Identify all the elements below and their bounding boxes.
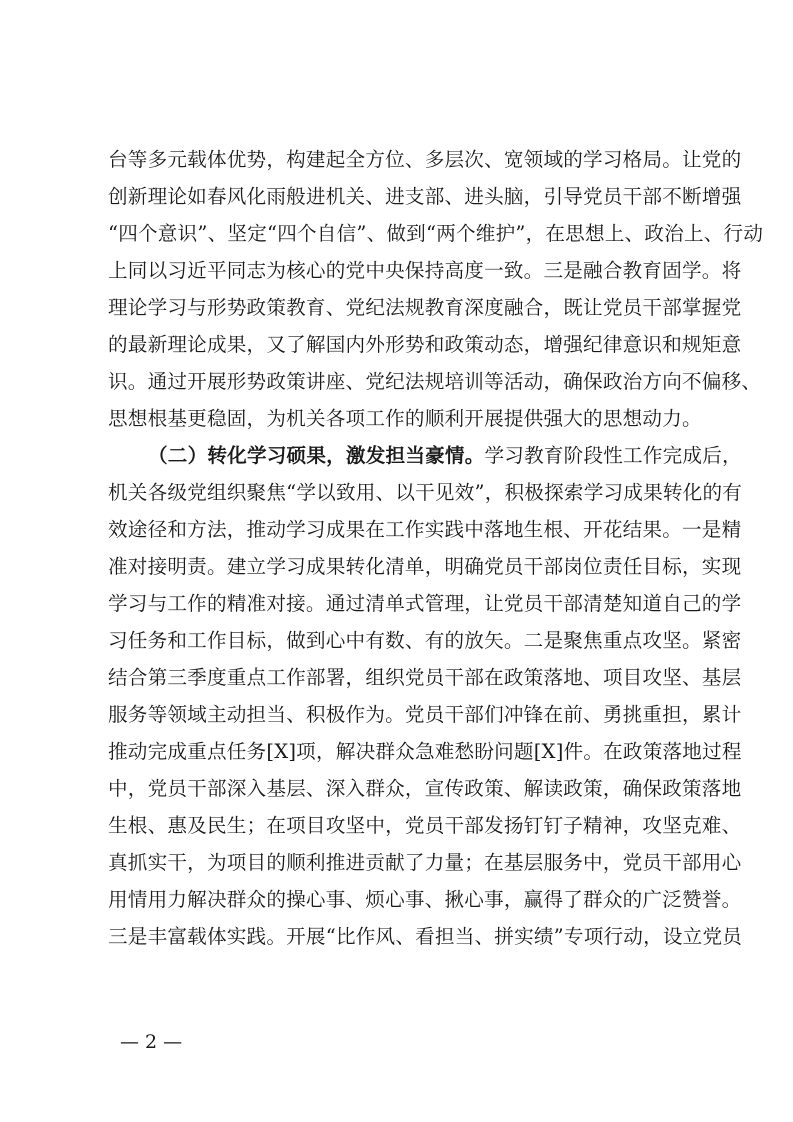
paragraph-line: 学习与工作的精准对接。通过清单式管理，让党员干部清楚知道自己的学 bbox=[108, 592, 742, 615]
paragraph-line: 识。通过开展形势政策讲座、党纪法规培训等活动，确保政治方向不偏移、 bbox=[108, 370, 762, 393]
paragraph-line: 中，党员干部深入基层、深入群众，宣传政策、解读政策，确保政策落地 bbox=[108, 777, 742, 800]
paragraph-line: 创新理论如春风化雨般进机关、进支部、进头脑，引导党员干部不断增强 bbox=[108, 185, 742, 208]
paragraph-line: 台等多元载体优势，构建起全方位、多层次、宽领域的学习格局。让党的 bbox=[108, 148, 742, 171]
paragraph-line: 推动完成重点任务[X]项，解决群众急难愁盼问题[X]件。在政策落地过程 bbox=[108, 740, 742, 763]
page-number: — 2 — bbox=[120, 1031, 183, 1053]
paragraph-line: 服务等领域主动担当、积极作为。党员干部们冲锋在前、勇挑重担，累计 bbox=[108, 703, 742, 726]
paragraph-line: 的最新理论成果，又了解国内外形势和政策动态，增强纪律意识和规矩意 bbox=[108, 333, 742, 356]
paragraph-line: 用情用力解决群众的操心事、烦心事、揪心事，赢得了群众的广泛赞誉。 bbox=[108, 888, 742, 911]
section-heading: （二）转化学习硕果，激发担当豪情。 bbox=[148, 444, 485, 467]
paragraph-line: 结合第三季度重点工作部署，组织党员干部在政策落地、项目攻坚、基层 bbox=[108, 666, 742, 689]
paragraph-line: 效途径和方法，推动学习成果在工作实践中落地生根、开花结果。一是精 bbox=[108, 518, 742, 541]
paragraph-line: 习任务和工作目标，做到心中有数、有的放矢。二是聚焦重点攻坚。紧密 bbox=[108, 629, 742, 652]
paragraph-line: 真抓实干，为项目的顺利推进贡献了力量；在基层服务中，党员干部用心 bbox=[108, 851, 742, 874]
paragraph-line: 准对接明责。建立学习成果转化清单，明确党员干部岗位责任目标，实现 bbox=[108, 555, 742, 578]
paragraph-line: 机关各级党组织聚焦“学以致用、以干见效”，积极探索学习成果转化的有 bbox=[108, 481, 743, 504]
paragraph-line: 生根、惠及民生；在项目攻坚中，党员干部发扬钉钉子精神，攻坚克难、 bbox=[108, 814, 742, 837]
paragraph-line: 思想根基更稳固，为机关各项工作的顺利开展提供强大的思想动力。 bbox=[108, 407, 702, 430]
paragraph-text: 学习教育阶段性工作完成后， bbox=[484, 444, 742, 467]
paragraph-line: 理论学习与形势政策教育、党纪法规教育深度融合，既让党员干部掌握党 bbox=[108, 296, 742, 319]
paragraph-line: 上同以习近平同志为核心的党中央保持高度一致。三是融合教育固学。将 bbox=[108, 259, 742, 282]
section-heading-line bbox=[148, 438, 742, 474]
paragraph-line: 三是丰富载体实践。开展“比作风、看担当、拼实绩”专项行动，设立党员 bbox=[108, 925, 743, 948]
paragraph-line: “四个意识”、坚定“四个自信”、做到“两个维护”，在思想上、政治上、行动 bbox=[108, 222, 764, 245]
